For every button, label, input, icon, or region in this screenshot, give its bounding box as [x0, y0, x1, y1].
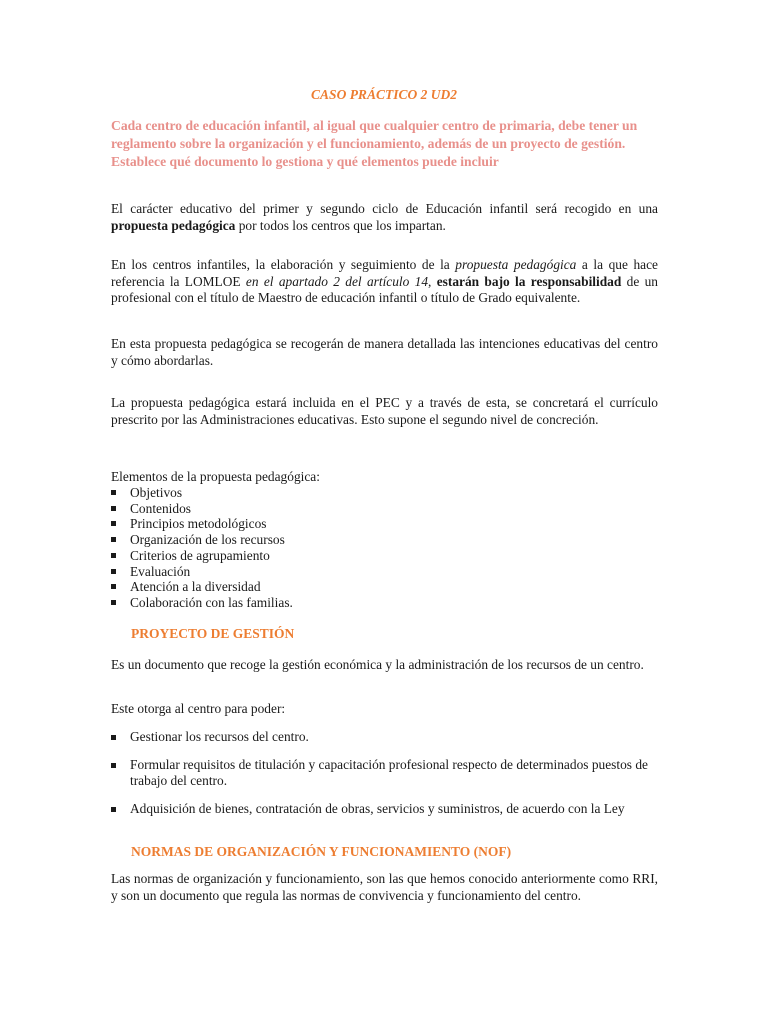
paragraph-otorga: Este otorga al centro para poder:	[111, 701, 286, 716]
list-item-label: Contenidos	[130, 500, 192, 516]
list-item	[111, 516, 658, 532]
bold-term: estarán bajo la responsabilidad	[436, 273, 622, 289]
paragraph-responsibility	[111, 257, 658, 307]
bullet-icon	[111, 763, 116, 768]
document-title: CASO PRÁCTICO 2 UD2	[311, 87, 457, 102]
list-item	[111, 501, 658, 517]
paragraph-gestion: Es un documento que recoge la gestión económica y la administración de los recursos de un centro.	[111, 657, 644, 672]
list-item-label: Organización de los recursos	[130, 532, 285, 548]
bullet-icon	[111, 553, 116, 558]
list-item	[111, 729, 658, 746]
bullet-icon	[111, 537, 116, 542]
elements-heading: Elementos de la propuesta pedagógica:	[111, 469, 320, 484]
paragraph-nof: Las normas de organización y funcionamiento, son las que hemos conocido anteriormente como RRI, y son un documento que regula las normas de convivencia y funcionamiento del centro.	[111, 871, 658, 903]
list-item	[111, 548, 658, 564]
list-item	[111, 532, 658, 548]
list-item-label: Gestionar los recursos del centro.	[130, 729, 309, 744]
section-heading-gestion: PROYECTO DE GESTIÓN	[131, 626, 295, 641]
exercise-prompt: Cada centro de educación infantil, al igual que cualquier centro de primaria, debe tener un reglamento sobre la organización y el funcionamiento, además de un proyecto de gestión. Establece qué documento lo gestiona y qué elementos puede incluir	[111, 118, 638, 169]
list-item	[111, 564, 658, 580]
bullet-icon	[111, 521, 116, 526]
list-item	[111, 579, 658, 595]
text-run: de un profesional con el título de Maestro de educación infantil o título de Grado equivalente.	[111, 273, 658, 305]
text-run: ,	[428, 273, 437, 289]
text-run: por todos los centros que los impartan.	[235, 217, 446, 233]
bullet-icon	[111, 807, 116, 812]
bullet-icon	[111, 735, 116, 740]
text-run: a la que hace referencia la LOMLOE	[111, 257, 658, 289]
text-run: El carácter educativo del primer y segundo ciclo de Educación infantil será recogido en una	[111, 201, 658, 216]
bullet-icon	[111, 584, 116, 589]
elements-list	[111, 485, 658, 611]
list-item-label: Principios metodológicos	[130, 516, 267, 532]
list-item-label: Formular requisitos de titulación y capacitación profesional respecto de determinados puestos de trabajo del centro.	[130, 756, 648, 788]
bullet-icon	[111, 490, 116, 495]
list-item	[111, 595, 658, 611]
bullet-icon	[111, 600, 116, 605]
paragraph-pec: La propuesta pedagógica estará incluida en el PEC y a través de esta, se concretará el currículo prescrito por las Administraciones educativas. Esto supone el segundo nivel de concreción.	[111, 395, 658, 427]
gestion-list	[111, 729, 658, 817]
italic-term: propuesta pedagógica	[455, 257, 577, 272]
section-heading-nof: NORMAS DE ORGANIZACIÓN Y FUNCIONAMIENTO (NOF)	[131, 844, 512, 859]
list-item	[111, 801, 658, 818]
text-run: En los centros infantiles, la elaboración y seguimiento de la	[111, 257, 456, 272]
paragraph-intentions: En esta propuesta pedagógica se recogerán de manera detallada las intenciones educativas del centro y cómo abordarlas.	[111, 336, 658, 368]
list-item-label: Adquisición de bienes, contratación de obras, servicios y suministros, de acuerdo con la Ley	[130, 800, 625, 816]
italic-reference: en el apartado 2 del artículo 14	[245, 273, 429, 289]
bold-term: propuesta pedagógica	[111, 217, 236, 233]
list-item-label: Evaluación	[130, 563, 191, 579]
list-item-label: Criterios de agrupamiento	[130, 547, 270, 563]
bullet-icon	[111, 506, 116, 511]
list-item-label: Atención a la diversidad	[130, 579, 261, 595]
list-item	[111, 757, 658, 790]
list-item-label: Colaboración con las familias.	[130, 594, 293, 610]
bullet-icon	[111, 569, 116, 574]
list-item-label: Objetivos	[130, 485, 183, 500]
list-item	[111, 485, 658, 501]
paragraph-intro	[111, 201, 658, 234]
